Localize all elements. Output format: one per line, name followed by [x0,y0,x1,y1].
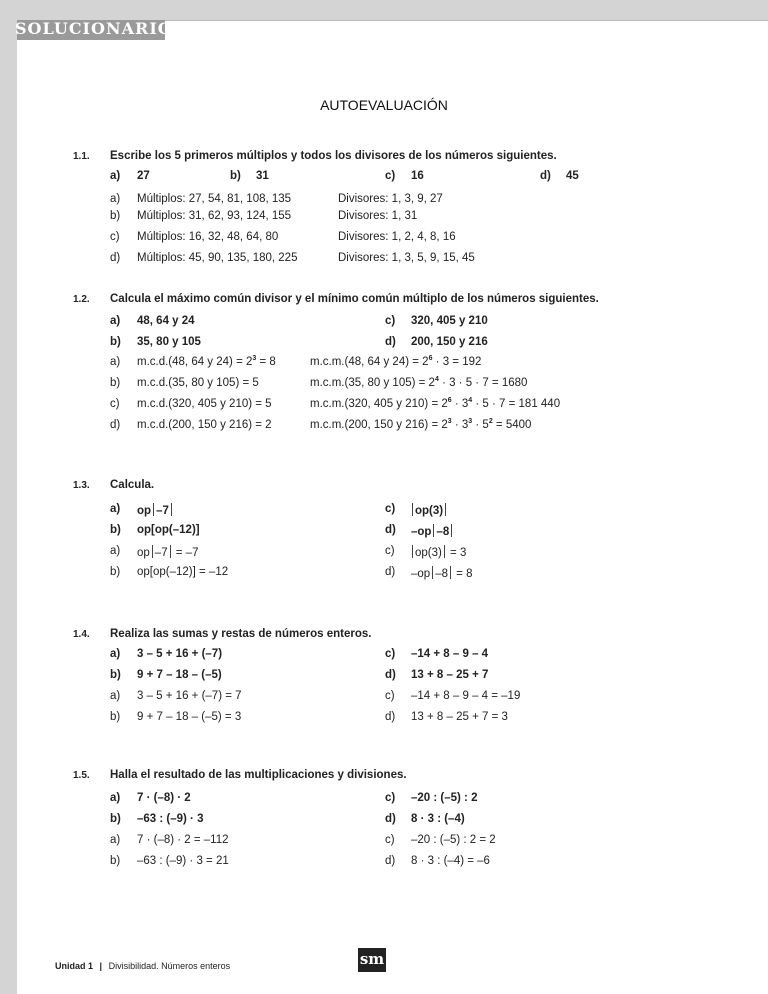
top-banner [0,0,768,20]
answer-label: d) [385,855,396,867]
answer-multiples: Múltiplos: 31, 62, 93, 124, 155 [137,210,292,222]
item-label: c) [385,315,396,327]
answer-multiples: Múltiplos: 16, 32, 48, 64, 80 [137,231,279,243]
answer-label: b) [110,566,121,578]
exercise-question: Calcula el máximo común divisor y el mínimo común múltiplo de los números siguientes. [110,293,599,305]
item-label: c) [385,170,396,182]
item-label: d) [540,170,551,182]
item-label: a) [110,315,121,327]
item-text: 320, 405 y 210 [411,315,488,327]
answer-text: op[op(–12)] = –12 [137,566,229,578]
item-text: 3 – 5 + 16 + (–7) [137,648,223,660]
item-text: 9 + 7 – 18 – (–5) [137,669,222,681]
answer-label: a) [110,834,121,846]
answer-text: 7 · (–8) · 2 = –112 [137,834,229,846]
exercise-question: Halla el resultado de las multiplicaciones y divisiones. [110,769,407,781]
answer-text: 3 – 5 + 16 + (–7) = 7 [137,690,242,702]
brand-label: SOLUCIONARIO [15,19,173,38]
answer-label: c) [385,545,395,557]
answer-divisors: Divisores: 1, 3, 9, 27 [338,193,443,205]
item-text: 35, 80 y 105 [137,336,201,348]
item-label: c) [385,648,396,660]
answer-text: –63 : (–9) · 3 = 21 [137,855,229,867]
answer-text: –20 : (–5) : 2 = 2 [411,834,496,846]
exercise-question: Escribe los 5 primeros múltiplos y todos los divisores de los números siguientes. [110,150,557,162]
item-text: 48, 64 y 24 [137,315,195,327]
answer-divisors: Divisores: 1, 31 [338,210,418,222]
item-label: d) [385,813,396,825]
answer-text: 8 · 3 : (–4) = –6 [411,855,490,867]
footer-unit: Unidad 1 [55,961,94,971]
item-label: b) [110,524,121,536]
answer-mcd: m.c.d.(48, 64 y $24) = 2^3 = 8$ [137,355,276,368]
publisher-logo: sm [358,948,386,972]
answer-label: d) [110,252,121,264]
footer-separator: | [99,961,103,971]
item-label: a) [110,503,121,515]
exercise-number: 1.1. [73,151,90,162]
answer-text: 9 + 7 – 18 – (–5) = 3 [137,711,242,723]
item-text: –14 + 8 – 9 – 4 [411,648,489,660]
item-text: –63 : (–9) · 3 [137,813,204,825]
answer-label: c) [385,690,395,702]
answer-mcd: m.c.d.(320, 405 y 210) = 5 [137,398,272,410]
item-label: d) [385,669,396,681]
item-text: 200, 150 y 216 [411,336,488,348]
answer-label: a) [110,690,121,702]
answer-mcm: m.c.m.(320, 405 y $210) = 2^6 \cdot 3^4 \cdot 5 \cdot 7 = 181$ 440 [310,397,561,410]
item-text: op[op(–12)] [137,524,200,536]
answer-label: c) [385,834,395,846]
item-text: 13 + 8 – 25 + 7 [411,669,489,681]
answer-mcm: m.c.m.(35, 80 y $105) = 2^4 \cdot 3 \cdot 5 \cdot 7 = 1680$ [310,376,528,389]
answer-label: b) [110,210,121,222]
answer-multiples: Múltiplos: 45, 90, 135, 180, 225 [137,252,298,264]
answer-text: 13 + 8 – 25 + 7 = 3 [411,711,508,723]
exercise-number: 1.3. [73,480,90,491]
answer-text: –op –8 = 8 [411,568,473,580]
item-label: a) [110,648,121,660]
answer-label: b) [110,711,121,723]
header-divider [165,20,768,21]
item-text: 16 [411,170,424,182]
answer-label: a) [110,545,121,557]
answer-multiples: Múltiplos: 27, 54, 81, 108, 135 [137,193,292,205]
item-text: 31 [256,170,269,182]
item-label: d) [385,336,396,348]
answer-text: op –7 = –7 [137,547,199,559]
item-text: –20 : (–5) : 2 [411,792,478,804]
page-title: AUTOEVALUACIÓN [320,97,448,113]
page-footer [55,961,230,971]
exercise-question: Realiza las sumas y restas de números enteros. [110,628,372,640]
answer-label: d) [110,419,121,431]
exercise-question: Calcula. [110,479,155,491]
footer-topic: Divisibilidad. Números enteros [108,961,231,971]
answer-mcd: m.c.d.(35, 80 y 105) = 5 [137,377,259,389]
item-text: –op –8 [411,524,454,538]
answer-label: d) [385,711,396,723]
item-label: b) [230,170,241,182]
exercise-number: 1.5. [73,770,90,781]
item-label: b) [110,813,121,825]
answer-label: b) [110,377,121,389]
exercise-number: 1.2. [73,294,90,305]
answer-label: c) [110,398,120,410]
answer-mcm: m.c.m.(48, 64 y $24) = 2^6 \cdot 3 = 192$ [310,355,482,368]
answer-label: a) [110,193,121,205]
answer-text: –14 + 8 – 9 – 4 = –19 [411,690,521,702]
item-label: b) [110,669,121,681]
answer-mcm: m.c.m.(200, 150 y $216) = 2^3 \cdot 3^3 \cdot 5^2 = 5400$ [310,418,532,431]
answer-divisors: Divisores: 1, 2, 4, 8, 16 [338,231,456,243]
item-label: c) [385,792,396,804]
answer-label: b) [110,855,121,867]
answer-label: a) [110,356,121,368]
item-label: d) [385,524,396,536]
item-text: op –7 [137,503,174,517]
item-text: 27 [137,170,150,182]
item-text: 45 [566,170,579,182]
answer-text: op(3) = 3 [410,545,466,559]
item-text: op(3) [410,503,448,517]
item-label: a) [110,792,121,804]
item-label: a) [110,170,121,182]
answer-divisors: Divisores: 1, 3, 5, 9, 15, 45 [338,252,475,264]
answer-label: d) [385,566,396,578]
item-label: c) [385,503,396,515]
left-margin-bar [0,0,17,994]
item-label: b) [110,336,121,348]
exercise-number: 1.4. [73,629,90,640]
answer-label: c) [110,231,120,243]
answer-mcd: m.c.d.(200, 150 y 216) = 2 [137,419,272,431]
item-text: 8 · 3 : (–4) [411,813,465,825]
item-text: 7 · (–8) · 2 [137,792,191,804]
